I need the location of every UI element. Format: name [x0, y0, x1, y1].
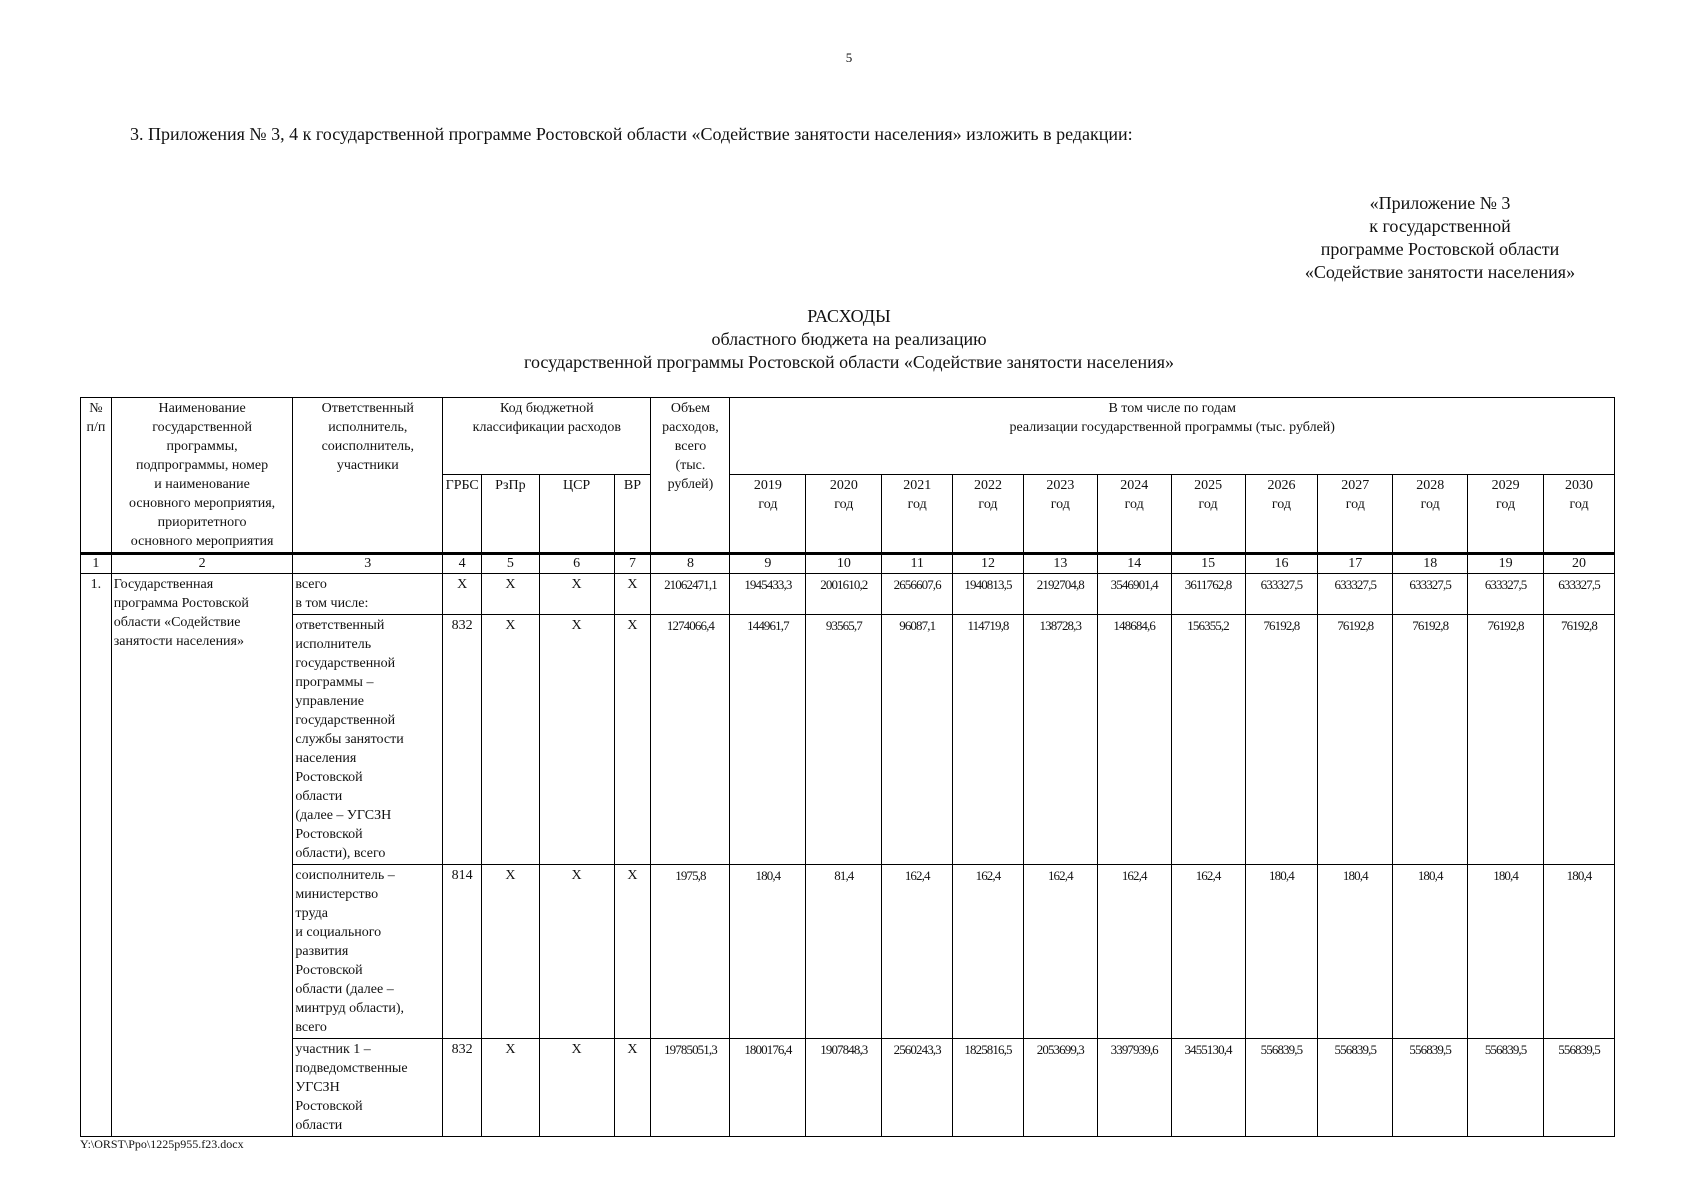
year-value-cell: 76192,8 — [1245, 615, 1318, 865]
total-cell: 19785051,3 — [651, 1039, 730, 1137]
year-value-cell: 2560243,3 — [882, 1039, 953, 1137]
header-executor: Ответственный исполнитель, соисполнитель, участники — [293, 398, 443, 554]
column-number: 12 — [953, 554, 1024, 574]
header-year — [1544, 475, 1615, 554]
column-number: 19 — [1468, 554, 1544, 574]
code-cell: 832 — [443, 1039, 482, 1137]
header-year-value: 2028 — [1416, 478, 1445, 494]
code-cell: X — [539, 615, 614, 865]
column-number: 3 — [293, 554, 443, 574]
header-code-col: ВР — [614, 475, 651, 554]
header-year — [1393, 475, 1468, 554]
total-cell: 21062471,1 — [651, 574, 730, 615]
year-value-cell: 633327,5 — [1544, 574, 1615, 615]
column-number: 6 — [539, 554, 614, 574]
row-number: 1. — [81, 574, 112, 1137]
page-number: 5 — [845, 50, 853, 65]
header-year-word: год — [978, 497, 998, 513]
header-code-col: ГРБС — [443, 475, 482, 554]
header-year — [1171, 475, 1245, 554]
year-value-cell: 633327,5 — [1318, 574, 1393, 615]
header-years-group: В том числе по годам реализации государственной программы (тыс. рублей) — [730, 398, 1615, 475]
code-cell: X — [539, 1039, 614, 1137]
year-value-cell: 114719,8 — [953, 615, 1024, 865]
code-cell: X — [482, 574, 539, 615]
header-year-value: 2029 — [1491, 478, 1520, 494]
header-year — [882, 475, 953, 554]
header-year-word: год — [1496, 497, 1516, 513]
header-year-word: год — [1345, 497, 1365, 513]
year-value-cell: 2656607,6 — [882, 574, 953, 615]
column-number: 17 — [1318, 554, 1393, 574]
year-value-cell: 1907848,3 — [806, 1039, 882, 1137]
column-number: 18 — [1393, 554, 1468, 574]
year-value-cell: 556839,5 — [1245, 1039, 1318, 1137]
year-value-cell: 180,4 — [1544, 865, 1615, 1039]
year-value-cell: 3455130,4 — [1171, 1039, 1245, 1137]
header-year-value: 2026 — [1267, 478, 1296, 494]
code-cell: X — [614, 1039, 651, 1137]
executor-cell: всего в том числе: — [293, 574, 443, 615]
code-cell: 832 — [443, 615, 482, 865]
header-year-value: 2023 — [1046, 478, 1075, 494]
year-value-cell: 148684,6 — [1097, 615, 1171, 865]
appendix-note: «Приложение № 3 к государственной программе Ростовской области «Содействие занятости населения» — [1304, 193, 1576, 282]
header-code-col: ЦСР — [539, 475, 614, 554]
header-year — [953, 475, 1024, 554]
column-number: 20 — [1544, 554, 1615, 574]
header-year-word: год — [907, 497, 927, 513]
total-cell: 1975,8 — [651, 865, 730, 1039]
year-value-cell: 1945433,3 — [730, 574, 806, 615]
header-year-value: 2020 — [829, 478, 858, 494]
header-year-word: год — [1420, 497, 1440, 513]
executor-cell: соисполнитель – министерство труда и социального развития Ростовской области (далее – минтруд области), всего — [293, 865, 443, 1039]
header-year-word: год — [1050, 497, 1070, 513]
year-value-cell: 162,4 — [1023, 865, 1097, 1039]
year-value-cell: 81,4 — [806, 865, 882, 1039]
header-year-word: год — [1271, 497, 1291, 513]
code-cell: X — [614, 574, 651, 615]
column-number: 8 — [651, 554, 730, 574]
code-cell: X — [482, 1039, 539, 1137]
header-year — [1023, 475, 1097, 554]
header-year-word: год — [758, 497, 778, 513]
header-year-value: 2024 — [1120, 478, 1149, 494]
header-year-value: 2030 — [1565, 478, 1594, 494]
header-year — [1468, 475, 1544, 554]
table-row — [81, 615, 1615, 865]
document-title: РАСХОДЫ областного бюджета на реализацию государственной программы Ростовской области «Содействие занятости населения» — [524, 306, 1174, 372]
header-year — [806, 475, 882, 554]
column-number: 10 — [806, 554, 882, 574]
executor-cell: участник 1 – подведомственные УГСЗН Ростовской области — [293, 1039, 443, 1137]
header-year-value: 2021 — [903, 478, 932, 494]
year-value-cell: 76192,8 — [1544, 615, 1615, 865]
year-value-cell: 93565,7 — [806, 615, 882, 865]
year-value-cell: 76192,8 — [1318, 615, 1393, 865]
column-number: 14 — [1097, 554, 1171, 574]
year-value-cell: 1825816,5 — [953, 1039, 1024, 1137]
year-value-cell: 156355,2 — [1171, 615, 1245, 865]
column-number: 13 — [1023, 554, 1097, 574]
code-cell: X — [539, 574, 614, 615]
header-year-word: год — [834, 497, 854, 513]
year-value-cell: 633327,5 — [1468, 574, 1544, 615]
year-value-cell: 633327,5 — [1245, 574, 1318, 615]
column-number-row — [81, 554, 1615, 574]
year-value-cell: 3611762,8 — [1171, 574, 1245, 615]
header-name: Наименование государственной программы, подпрограммы, номер и наименование основного мероприятия, приоритетного основного мероприятия — [111, 398, 293, 554]
code-cell: 814 — [443, 865, 482, 1039]
header-year-value: 2027 — [1341, 478, 1370, 494]
header-year-word: год — [1569, 497, 1589, 513]
year-value-cell: 1940813,5 — [953, 574, 1024, 615]
intro-paragraph: 3. Приложения № 3, 4 к государственной программе Ростовской области «Содействие занятости населения» изложить в редакции: — [130, 124, 1133, 144]
header-year — [730, 475, 806, 554]
header-year — [1245, 475, 1318, 554]
program-name: Государственная программа Ростовской области «Содействие занятости населения» — [111, 574, 293, 1137]
header-year-word: год — [1198, 497, 1218, 513]
header-row-1 — [81, 398, 1615, 475]
code-cell: X — [482, 615, 539, 865]
year-value-cell: 1800176,4 — [730, 1039, 806, 1137]
column-number: 11 — [882, 554, 953, 574]
code-cell: X — [482, 865, 539, 1039]
column-number: 7 — [614, 554, 651, 574]
header-num: № п/п — [81, 398, 112, 554]
header-year — [1097, 475, 1171, 554]
column-number: 15 — [1171, 554, 1245, 574]
year-value-cell: 162,4 — [1171, 865, 1245, 1039]
year-value-cell: 96087,1 — [882, 615, 953, 865]
year-value-cell: 180,4 — [1245, 865, 1318, 1039]
year-value-cell: 633327,5 — [1393, 574, 1468, 615]
column-number: 2 — [111, 554, 293, 574]
year-value-cell: 3397939,6 — [1097, 1039, 1171, 1137]
year-value-cell: 2001610,2 — [806, 574, 882, 615]
year-value-cell: 3546901,4 — [1097, 574, 1171, 615]
table-row — [81, 1039, 1615, 1137]
column-number: 5 — [482, 554, 539, 574]
year-value-cell: 162,4 — [882, 865, 953, 1039]
code-cell: X — [443, 574, 482, 615]
executor-cell: ответственный исполнитель государственной программы – управление государственной службы занятости населения Ростовской области (далее – УГСЗН Ростовской области), всего — [293, 615, 443, 865]
year-value-cell: 180,4 — [1468, 865, 1544, 1039]
year-value-cell: 144961,7 — [730, 615, 806, 865]
year-value-cell: 556839,5 — [1393, 1039, 1468, 1137]
total-cell: 1274066,4 — [651, 615, 730, 865]
header-code-group: Код бюджетной классификации расходов — [443, 398, 651, 475]
header-year-value: 2019 — [753, 478, 782, 494]
year-value-cell: 2053699,3 — [1023, 1039, 1097, 1137]
footer-path: Y:\ORST\Ppo\1225p955.f23.docx — [80, 1137, 244, 1151]
year-value-cell: 2192704,8 — [1023, 574, 1097, 615]
code-cell: X — [614, 865, 651, 1039]
year-value-cell: 556839,5 — [1318, 1039, 1393, 1137]
header-code-col: РзПр — [482, 475, 539, 554]
year-value-cell: 162,4 — [1097, 865, 1171, 1039]
year-value-cell: 556839,5 — [1468, 1039, 1544, 1137]
header-volume: Объем расходов, всего (тыс. рублей) — [651, 398, 730, 554]
column-number: 4 — [443, 554, 482, 574]
year-value-cell: 76192,8 — [1393, 615, 1468, 865]
year-value-cell: 180,4 — [1318, 865, 1393, 1039]
table-row — [81, 865, 1615, 1039]
code-cell: X — [614, 615, 651, 865]
year-value-cell: 76192,8 — [1468, 615, 1544, 865]
header-year-value: 2025 — [1194, 478, 1223, 494]
year-value-cell: 556839,5 — [1544, 1039, 1615, 1137]
year-value-cell: 138728,3 — [1023, 615, 1097, 865]
column-number: 9 — [730, 554, 806, 574]
header-year-word: год — [1124, 497, 1144, 513]
year-value-cell: 180,4 — [1393, 865, 1468, 1039]
code-cell: X — [539, 865, 614, 1039]
budget-table — [80, 397, 1615, 1137]
header-year-value: 2022 — [973, 478, 1002, 494]
header-year — [1318, 475, 1393, 554]
year-value-cell: 162,4 — [953, 865, 1024, 1039]
table-row — [81, 574, 1615, 615]
column-number: 1 — [81, 554, 112, 574]
year-value-cell: 180,4 — [730, 865, 806, 1039]
column-number: 16 — [1245, 554, 1318, 574]
